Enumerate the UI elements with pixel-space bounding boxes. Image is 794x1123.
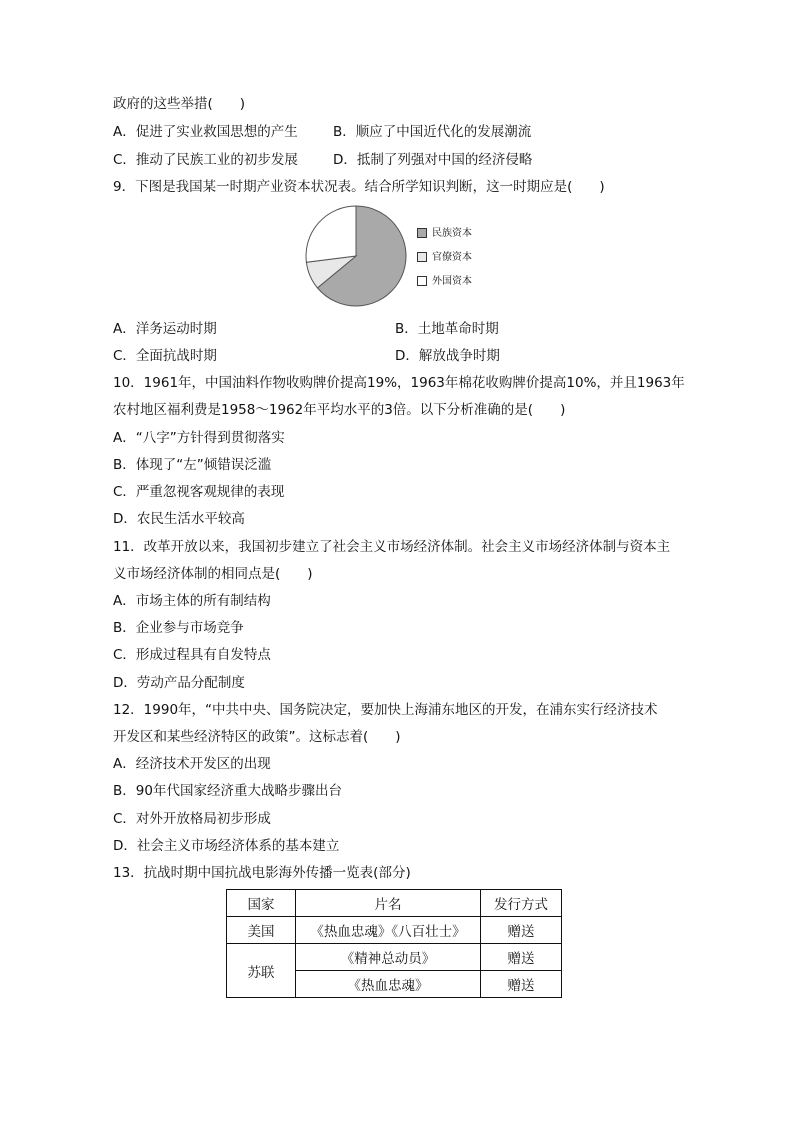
q10-option-b: B．体现了“左”倾错误泛滥 bbox=[113, 457, 272, 473]
q9-stem: 9．下图是我国某一时期产业资本状况表。结合所学知识判断，这一时期应是( ) bbox=[113, 179, 605, 195]
table-header-country: 国家 bbox=[227, 890, 296, 917]
legend-swatch-waiguo bbox=[417, 276, 427, 286]
q8-option-a: A．促进了实业救国思想的产生 bbox=[113, 124, 298, 140]
q9-option-c: C．全面抗战时期 bbox=[113, 348, 217, 364]
table-cell-country: 苏联 bbox=[227, 944, 296, 998]
q13-stem: 13．抗战时期中国抗战电影海外传播一览表(部分) bbox=[113, 865, 411, 881]
table-cell-country: 美国 bbox=[227, 917, 296, 944]
q12-option-b: B．90年代国家经济重大战略步骤出台 bbox=[113, 783, 342, 799]
table-row bbox=[227, 944, 562, 971]
legend-item-guanliao bbox=[417, 252, 472, 264]
table-row bbox=[227, 917, 562, 944]
legend-swatch-guanliao bbox=[417, 252, 427, 262]
q11-stem-line2: 义市场经济体制的相同点是( ) bbox=[113, 566, 313, 582]
legend-label-guanliao: 官僚资本 bbox=[432, 252, 472, 263]
q8-option-d: D．抵制了列强对中国的经济侵略 bbox=[333, 152, 533, 168]
pie-chart-svg bbox=[300, 200, 412, 312]
q9-option-b: B．土地革命时期 bbox=[395, 321, 499, 337]
q8-option-c: C．推动了民族工业的初步发展 bbox=[113, 152, 298, 168]
pie-slice-waiguo bbox=[306, 206, 356, 262]
pie-chart bbox=[300, 200, 500, 312]
legend-swatch-minzu bbox=[417, 228, 427, 238]
table-cell-method: 赠送 bbox=[481, 944, 562, 971]
q9-option-a: A．洋务运动时期 bbox=[113, 321, 217, 337]
q9-option-d: D．解放战争时期 bbox=[395, 348, 500, 364]
q8-option-b: B．顺应了中国近代化的发展潮流 bbox=[333, 124, 532, 140]
table-cell-method: 赠送 bbox=[481, 971, 562, 998]
table-cell-film: 《精神总动员》 bbox=[296, 944, 481, 971]
film-table bbox=[226, 889, 562, 998]
legend-item-waiguo bbox=[417, 276, 472, 288]
legend-label-minzu: 民族资本 bbox=[432, 228, 472, 239]
table-cell-method: 赠送 bbox=[481, 917, 562, 944]
table-header-row bbox=[227, 890, 562, 917]
q10-stem-line1: 10．1961年，中国油料作物收购牌价提高19%，1963年棉花收购牌价提高10%，并且1963年 bbox=[113, 375, 685, 391]
legend-item-minzu bbox=[417, 228, 472, 240]
q11-option-d: D．劳动产品分配制度 bbox=[113, 675, 245, 691]
table-header-method: 发行方式 bbox=[481, 890, 562, 917]
q12-stem-line2: 开发区和某些经济特区的政策”。这标志着( ) bbox=[113, 729, 401, 745]
q12-stem-line1: 12．1990年，“中共中央、国务院决定，要加快上海浦东地区的开发，在浦东实行经济技术 bbox=[113, 702, 658, 718]
q11-option-a: A．市场主体的所有制结构 bbox=[113, 593, 271, 609]
q10-stem-line2: 农村地区福利费是1958～1962年平均水平的3倍。以下分析准确的是( ) bbox=[113, 402, 566, 418]
q11-option-c: C．形成过程具有自发特点 bbox=[113, 647, 271, 663]
q12-option-d: D．社会主义市场经济体系的基本建立 bbox=[113, 838, 340, 854]
table-header-film: 片名 bbox=[296, 890, 481, 917]
q10-option-a: A．“八字”方针得到贯彻落实 bbox=[113, 430, 285, 446]
q10-option-d: D．农民生活水平较高 bbox=[113, 511, 245, 527]
q11-option-b: B．企业参与市场竞争 bbox=[113, 620, 244, 636]
q12-option-a: A．经济技术开发区的出现 bbox=[113, 756, 271, 772]
table-cell-film: 《热血忠魂》 bbox=[296, 971, 481, 998]
q10-option-c: C．严重忽视客观规律的表现 bbox=[113, 484, 285, 500]
q12-option-c: C．对外开放格局初步形成 bbox=[113, 811, 271, 827]
q11-stem-line1: 11．改革开放以来，我国初步建立了社会主义市场经济体制。社会主义市场经济体制与资本主 bbox=[113, 539, 671, 555]
table-cell-film: 《热血忠魂》《八百壮士》 bbox=[296, 917, 481, 944]
intro-line: 政府的这些举措( ) bbox=[113, 96, 246, 112]
legend-label-waiguo: 外国资本 bbox=[432, 276, 472, 287]
